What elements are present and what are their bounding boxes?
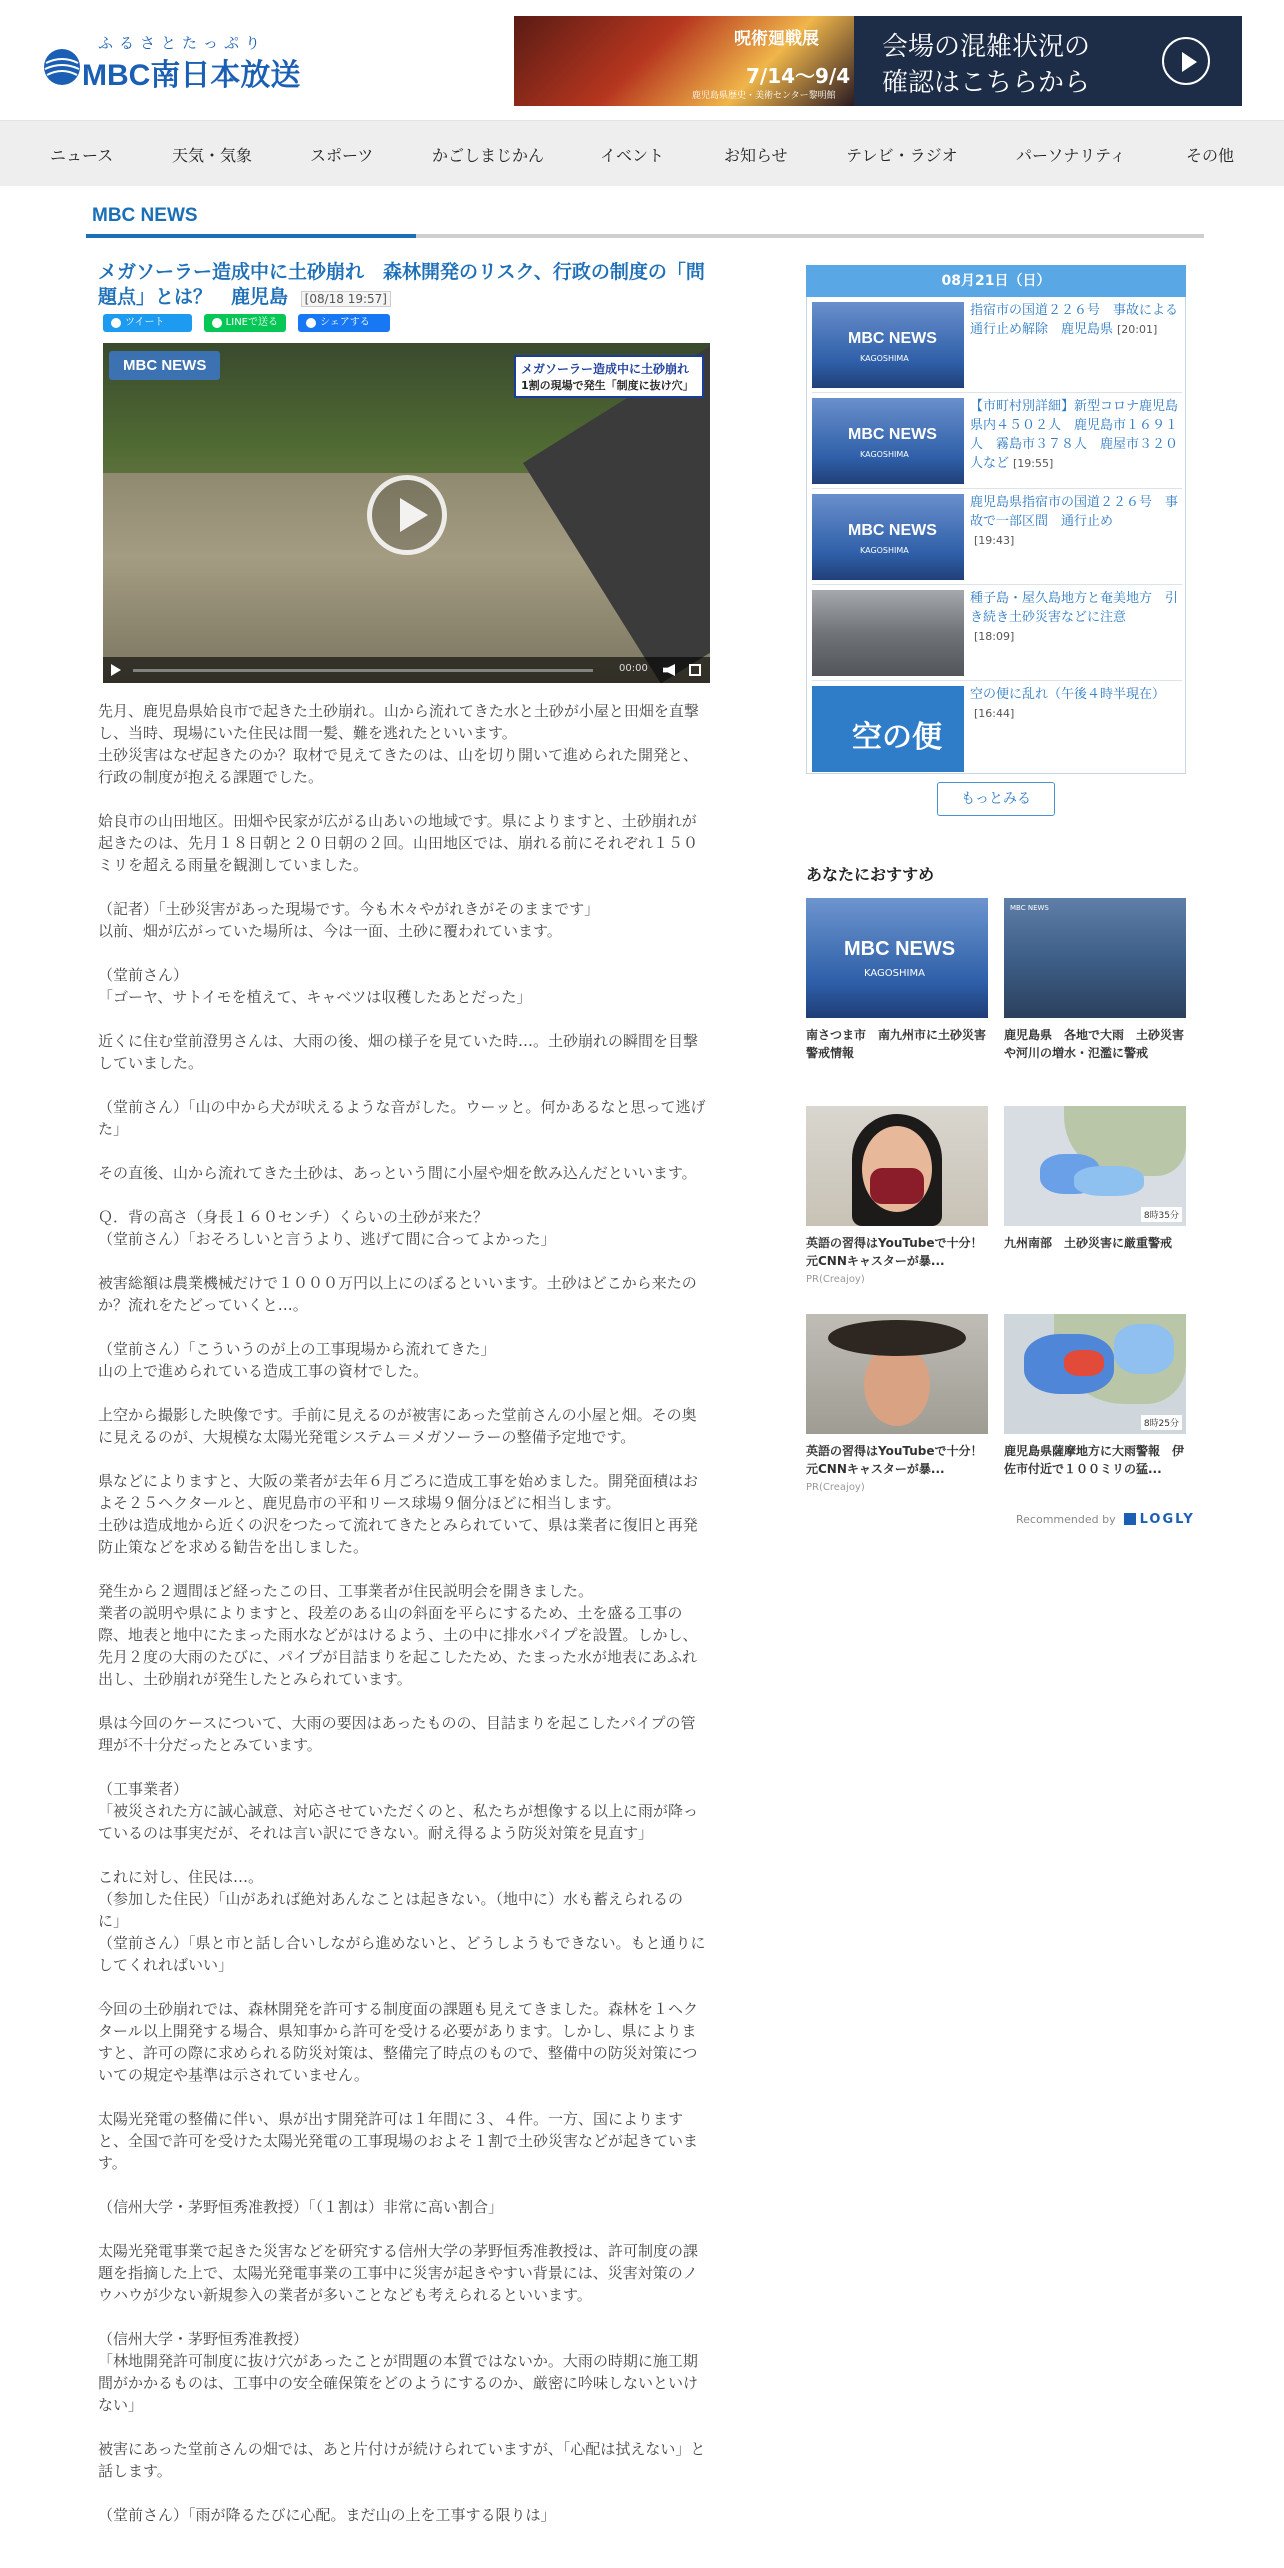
map-time-badge: 8時35分 [1141, 1207, 1182, 1222]
recommend-headline[interactable]: 南さつま市 南九州市に土砂災害警戒情報 [806, 1028, 987, 1060]
sidebar-news-link[interactable] [970, 493, 1182, 550]
sidebar-news-link[interactable] [970, 301, 1182, 339]
article-paragraph: これに対し、住民は…。 （参加した住民）「山があれば絶対あんなことは起きない。（地中に）水も蓄えられるのに」 （堂前さん）「県と市と話し合いしながら進めないと、どうしようもできない。もと通りにしてくれればいい」 [98, 1868, 706, 1974]
sponsored-label: PR(Creajoy) [806, 1274, 865, 1285]
recommend-headline[interactable]: 英語の習得はYouTubeで十分！元CNNキャスターが暴... [806, 1444, 983, 1476]
banner-event-venue: 鹿児島県歴史・美術センター黎明館 [692, 91, 836, 101]
sidebar-news-item[interactable] [812, 297, 1182, 393]
recommend-image[interactable] [1004, 1106, 1186, 1226]
share-buttons [103, 314, 390, 332]
sidebar-news-title[interactable]: 鹿児島県指宿市の国道２２６号 事故で一部区間 通行止め [970, 495, 1179, 529]
sidebar-news-item[interactable] [812, 393, 1182, 489]
recommend-image[interactable] [806, 898, 988, 1018]
nav-item-tv-radio[interactable]: テレビ・ラジオ [846, 146, 958, 165]
nav-item-other[interactable]: その他 [1186, 146, 1235, 165]
portrait-hat [828, 1320, 966, 1356]
recommend-headline[interactable]: 鹿児島県 各地で大雨 土砂災害や河川の増水・氾濫に警戒 [1004, 1028, 1185, 1060]
video-play-icon[interactable] [367, 475, 447, 555]
recommend-image[interactable] [806, 1106, 988, 1226]
logly-logo-icon [1124, 1513, 1136, 1525]
map-time-badge: 8時25分 [1141, 1415, 1182, 1430]
banner-event-date: 7/14～9/4 [746, 64, 851, 88]
logly-brand: LOGLY [1139, 1512, 1195, 1527]
facebook-label: シェアする [320, 317, 370, 328]
recommend-card[interactable] [806, 1106, 988, 1285]
article-paragraph: 被害にあった堂前さんの畑では、あと片付けが続けられていますが、「心配は拭えない」と話します。 [98, 2440, 706, 2480]
tweet-button[interactable] [103, 314, 192, 332]
portrait-face [864, 1344, 930, 1426]
banner-cta-line-1: 会場の混雑状況の [882, 32, 1091, 62]
news-thumbnail[interactable] [812, 494, 964, 580]
airplane-icon: 空の便 [852, 720, 942, 755]
article-paragraph: （堂前さん）「こういうのが上の工事現場から流れてきた」 山の上で進められている造成工事の資材でした。 [98, 1340, 496, 1380]
recommend-headline[interactable]: 鹿児島県薩摩地方に大雨警報 伊佐市付近で１００ミリの猛... [1004, 1444, 1185, 1476]
article-paragraph: 先月、鹿児島県姶良市で起きた土砂崩れ。山から流れてきた水と土砂が小屋と田畑を直撃し、当時、現場にいた住民は間一髪、難を逃れたといいます。 土砂災害はなぜ起きたのか？取材で見えてきたのは、山を切り開いて進められた開発と、行政の制度が抱える課題でした。 [98, 702, 699, 786]
thumbnail-logo: MBC NEWS [1010, 904, 1049, 912]
article-paragraph: 県は今回のケースについて、大雨の要因はあったものの、目詰まりを起こしたパイプの管理が不十分だったとみています。 [98, 1714, 696, 1754]
fullscreen-icon[interactable] [689, 664, 701, 676]
video-time: 00:00 [619, 663, 648, 674]
article-title-text: メガソーラー造成中に土砂崩れ 森林開発のリスク、行政の制度の「問題点」とは？ 鹿児島 [98, 261, 705, 308]
article-paragraph: 近くに住む堂前澄男さんは、大雨の後、畑の様子を見ていた時…。土砂崩れの瞬間を目撃していました。 [98, 1032, 699, 1072]
sidebar-news-list [806, 297, 1186, 774]
article-paragraph: 太陽光発電の整備に伴い、県が出す開発許可は１年間に３、４件。一方、国によりますと、全国で許可を受けた太陽光発電の工事現場のおよそ１割で土砂災害などが起きています。 [98, 2110, 699, 2172]
volume-icon[interactable] [663, 664, 675, 676]
map-rain-area [1064, 1350, 1104, 1376]
sidebar-news-link[interactable] [970, 589, 1182, 646]
recommend-image[interactable] [806, 1314, 988, 1434]
logly-credit[interactable] [1016, 1512, 1195, 1527]
article-paragraph: 上空から撮影した映像です。手前に見えるのが被害にあった堂前さんの小屋と畑。その奥に見えるのが、大規模な太陽光発電システム＝メガソーラーの整備予定地です。 [98, 1406, 697, 1446]
site-logo[interactable] [42, 32, 312, 92]
play-circle-icon[interactable] [1162, 37, 1210, 85]
sidebar-date-header: 08月21日（日） [806, 265, 1186, 297]
article-paragraph: その直後、山から流れてきた土砂は、あっという間に小屋や畑を飲み込んだといいます。 [98, 1164, 697, 1182]
banner-event-title: 呪術廻戦展 [734, 29, 819, 49]
article-body [98, 700, 710, 2548]
control-play-icon[interactable] [111, 664, 121, 676]
sidebar-news-time: [20:01] [1117, 323, 1158, 336]
sidebar-news-title[interactable]: 種子島・屋久島地方と奄美地方 引き続き土砂災害などに注意 [970, 591, 1179, 625]
article-paragraph: 発生から２週間ほど経ったこの日、工事業者が住民説明会を開きました。 業者の説明や県によりますと、段差のある山の斜面を平らにするため、土を盛る工事の際、地表と地中にたまった雨水などがはけるよう、土の中に排水パイプを設置。しかし、先月２度の大雨のたびに、パイプが目詰まりを起こしたため、たまった水が地表にあふれ出し、土砂崩れが発生したとみられています。 [98, 1582, 698, 1688]
article-date: [08/18 19:57] [301, 291, 391, 307]
nav-item-personality[interactable]: パーソナリティ [1016, 146, 1126, 165]
nav-item-news[interactable]: ニュース [50, 146, 114, 165]
section-divider-accent [86, 234, 416, 238]
video-caption [514, 355, 704, 398]
nav-item-events[interactable]: イベント [600, 146, 665, 165]
recommend-image[interactable] [1004, 898, 1186, 1018]
article-paragraph: （堂前さん）「山の中から犬が吠えるような音がした。ウーッと。何かあるなと思って逃げた」 [98, 1098, 706, 1138]
nav-item-sports[interactable]: スポーツ [310, 146, 374, 165]
recommend-card[interactable] [806, 898, 988, 1062]
sidebar-news-title[interactable]: 空の便に乱れ（午後４時半現在） [970, 687, 1166, 702]
sidebar-news-time: [18:09] [974, 630, 1015, 643]
news-thumbnail[interactable] [812, 398, 964, 484]
recommend-card[interactable] [1004, 1106, 1186, 1252]
recommend-card[interactable] [1004, 898, 1186, 1062]
recommended-by-label: Recommended by [1016, 1513, 1116, 1526]
article-paragraph: （記者）「土砂災害があった現場です。今も木々やがれきがそのままです」 以前、畑が広がっていた場所は、今は一面、土砂に覆われています。 [98, 900, 600, 940]
video-channel-tag: MBC NEWS [109, 351, 220, 380]
thumbnail-sub: KAGOSHIMA [860, 354, 909, 363]
article-paragraph: （堂前さん） 「ゴーヤ、サトイモを植えて、キャベツは収穫したあとだった」 [98, 966, 532, 1006]
banner-artwork [514, 16, 854, 106]
line-icon [212, 318, 222, 328]
article-paragraph: 太陽光発電事業で起きた災害などを研究する信州大学の茅野恒秀准教授は、許可制度の課題を指摘した上で、太陽光発電事業の工事中に災害が起きやすい背景には、災害対策のノウハウが少ない新規参入の業者が多いことなども考えられるといいます。 [98, 2242, 699, 2304]
thumbnail-sub: KAGOSHIMA [860, 546, 909, 555]
recommend-title: あなたにおすすめ [806, 865, 935, 884]
nav-item-notices[interactable]: お知らせ [724, 146, 788, 165]
main-nav [0, 120, 1284, 186]
article-paragraph: （堂前さん）「雨が降るたびに心配。まだ山の上を工事する限りは」 [98, 2506, 556, 2524]
sidebar-news-link[interactable] [970, 397, 1182, 473]
video-player[interactable] [103, 343, 710, 683]
article-paragraph: 被害総額は農業機械だけで１０００万円以上にのぼるといいます。土砂はどこから来たのか？流れをたどっていくと…。 [98, 1274, 697, 1314]
thumbnail-logo: MBC NEWS [848, 522, 937, 539]
article-paragraph: 県などによりますと、大阪の業者が去年６月ごろに造成工事を始めました。開発面積はおよそ２５ヘクタールと、鹿児島市の平和リース球場９個分ほどに相当します。 土砂は造成地から近くの沢をつたって流れてきたとみられていて、県は業者に復旧と再発防止策などを求める勧告を出しました。 [98, 1472, 699, 1556]
recommend-headline[interactable]: 英語の習得はYouTubeで十分！元CNNキャスターが暴... [806, 1236, 983, 1268]
video-caption-line-2: 1割の現場で発生「制度に抜け穴」 [521, 379, 694, 392]
banner-cta-line-2: 確認はこちらから [882, 68, 1091, 98]
thumbnail-logo: MBC NEWS [848, 330, 937, 347]
sidebar-news-item[interactable] [812, 489, 1182, 585]
more-button[interactable]: もっとみる [937, 782, 1055, 816]
video-controls [103, 657, 710, 683]
map-rain-area [1114, 1324, 1174, 1374]
recommend-card[interactable] [806, 1314, 988, 1493]
article-paragraph: 今回の土砂崩れでは、森林開発を許可する制度面の課題も見えてきました。森林を１ヘクタール以上開発する場合、県知事から許可を受ける必要があります。しかし、県によりますと、許可の際に求められる防災対策は、整備完了時点のもので、整備中の防災対策についての規定や基準は示されていません。 [98, 2000, 699, 2084]
section-title: MBC NEWS [92, 205, 198, 226]
sponsored-label: PR(Creajoy) [806, 1482, 865, 1493]
video-progress-bar[interactable] [133, 669, 593, 672]
thumbnail-sub: KAGOSHIMA [864, 968, 925, 979]
recommend-image[interactable] [1004, 1314, 1186, 1434]
nav-item-weather[interactable]: 天気・気象 [172, 146, 253, 165]
sidebar-news-link[interactable] [970, 685, 1182, 723]
line-share-button[interactable] [204, 314, 286, 332]
facebook-icon [306, 318, 316, 328]
map-rain-area [1074, 1166, 1144, 1196]
sidebar-news-time: [16:44] [974, 707, 1015, 720]
article-paragraph: （信州大学・茅野恒秀准教授）「（１割は）非常に高い割合」 [98, 2198, 504, 2216]
site-header [0, 0, 1284, 120]
facebook-share-button[interactable] [298, 314, 390, 332]
line-label: LINEで送る [225, 317, 278, 328]
tweet-label: ツイート [125, 317, 165, 328]
logo-mark-icon [42, 47, 82, 87]
nav-item-kagoshima-jikan[interactable]: かごしまじかん [432, 146, 545, 165]
sidebar-news-title[interactable]: 指宿市の国道２２６号 事故による通行止め解除 鹿児島県 [970, 303, 1179, 337]
thumbnail-logo: MBC NEWS [844, 938, 956, 960]
news-thumbnail[interactable] [812, 686, 964, 772]
sidebar-news-title[interactable]: 【市町村別詳細】新型コロナ鹿児島県内４５０２人 鹿児島市１６９１人 霧島市３７８人 鹿屋市３２０人など [970, 399, 1179, 471]
sidebar-news-item[interactable] [812, 585, 1182, 681]
ad-banner[interactable] [514, 16, 1242, 106]
thumbnail-logo: MBC NEWS [848, 426, 937, 443]
recommend-headline[interactable]: 九州南部 土砂災害に厳重警戒 [1004, 1236, 1173, 1250]
article-title [98, 260, 710, 312]
banner-cta[interactable] [854, 16, 1242, 106]
logo-wordmark: MBC南日本放送 [82, 59, 301, 92]
portrait-mask [870, 1168, 924, 1204]
article-paragraph: （工事業者） 「被災された方に誠心誠意、対応させていただくのと、私たちが想像する以上に雨が降っているのは事実だが、それは言い訳にできない。耐え得るよう防災対策を見直す」 [98, 1780, 699, 1842]
article-paragraph: Ｑ．背の高さ（身長１６０センチ）くらいの土砂が来た？ （堂前さん）「おそろしいと言うより、逃げて間に合ってよかった」 [98, 1208, 556, 1248]
sidebar-news-time: [19:55] [1013, 457, 1054, 470]
recommend-card[interactable] [1004, 1314, 1186, 1478]
twitter-icon [111, 318, 121, 328]
thumbnail-sub: KAGOSHIMA [860, 450, 909, 459]
sidebar-news-item[interactable] [812, 681, 1182, 777]
logo-tagline: ふるさとたっぷり [98, 34, 267, 52]
sidebar-news-time: [19:43] [974, 534, 1015, 547]
news-thumbnail[interactable] [812, 590, 964, 676]
article-paragraph: （信州大学・茅野恒秀准教授） 「林地開発許可制度に抜け穴があったことが問題の本質ではないか。大雨の時期に施工期間がかかるものは、工事中の安全確保策をどのようにするのか、厳密に吟味しないといけない」 [98, 2330, 699, 2414]
video-caption-line-1: メガソーラー造成中に土砂崩れ [521, 362, 690, 376]
article-paragraph: 姶良市の山田地区。田畑や民家が広がる山あいの地域です。県によりますと、土砂崩れが起きたのは、先月１８日朝と２０日朝の２回。山田地区では、崩れる前にそれぞれ１５０ミリを超える雨量を観測していました。 [98, 812, 699, 874]
news-thumbnail[interactable] [812, 302, 964, 388]
